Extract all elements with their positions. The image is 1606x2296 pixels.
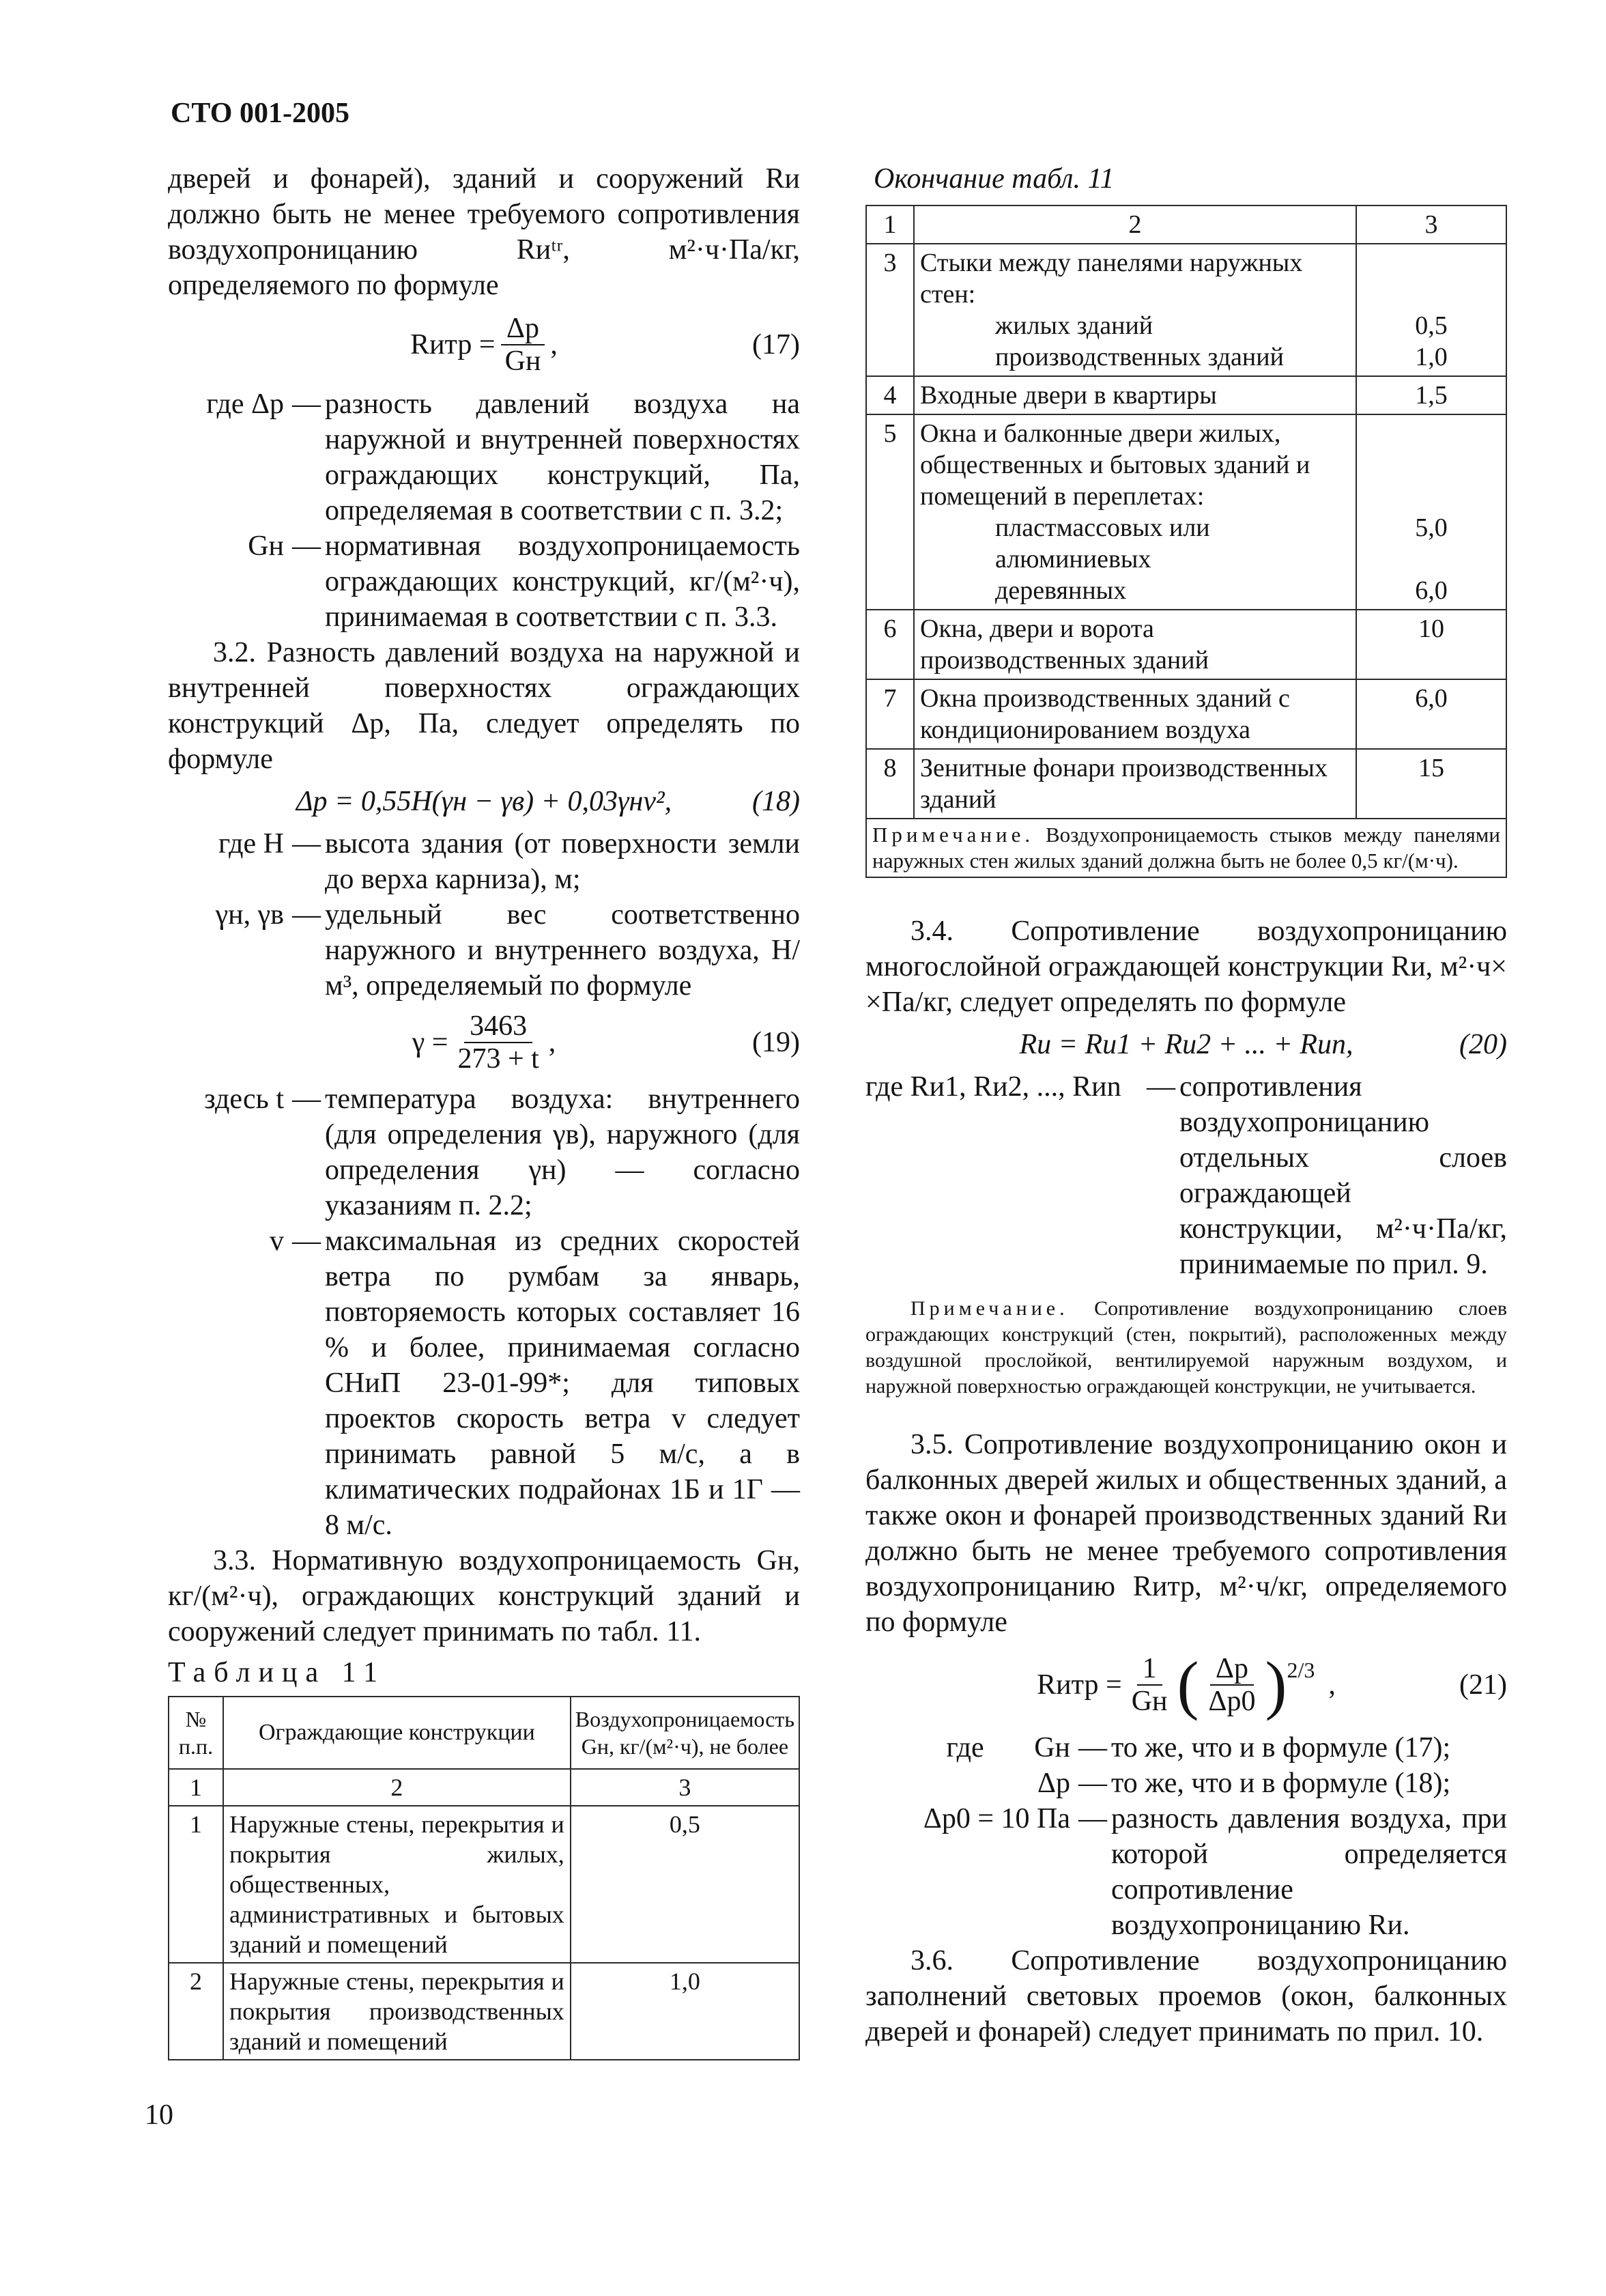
formula-17	[168, 313, 800, 377]
document-header: СТО 001-2005	[171, 98, 349, 129]
row-title: Окна и балконные двери жилых, общественных и бытовых зданий и помещений в переплетах:	[920, 419, 1310, 511]
table-cell-number: 4	[866, 376, 914, 414]
table-row	[866, 376, 1506, 414]
formula-17-number: (17)	[752, 329, 800, 360]
def-desc: то же, что и в формуле (18);	[1111, 1768, 1451, 1799]
def-desc: то же, что и в формуле (17);	[1111, 1732, 1451, 1763]
def-desc: разность давлений воздуха на наружной и внутренней поверхностях ограждающих конструкций, Па, определяемая в соответствии с п. 3.2;	[325, 388, 800, 526]
table-cell-name: Наружные стены, перекрытия и покрытия производственных зданий и помещений	[223, 1963, 571, 2060]
def-desc: высота здания (от поверхности земли до верха карниза), м;	[325, 828, 800, 895]
definitions-20	[865, 1069, 1507, 1282]
formula-21	[865, 1648, 1507, 1721]
table-note	[866, 819, 1506, 877]
def-term: здесь t	[204, 1083, 284, 1115]
table-row	[866, 414, 1506, 610]
paragraph-3-2: 3.2. Разность давлений воздуха на наружной и внутренней поверхностях ограждающих конструкций Δp, Па, следует определять по формуле	[168, 637, 800, 775]
row-title: Стыки между панелями наружных стен:	[920, 249, 1303, 309]
table-cell-value: 1,5	[1356, 376, 1506, 414]
formula-21-den1: Gн	[1131, 1686, 1168, 1717]
intro-paragraph: дверей и фонарей), зданий и сооружений Rи должно быть не менее требуемого сопротивления воздухопроницанию Rиᵗʳ, м²·ч·Па/кг, определяемого по формуле	[168, 163, 800, 301]
def-desc: разность давления воздуха, при которой определяется сопротивление воздухопроницанию Rи.	[1111, 1803, 1507, 1941]
def-desc: удельный вес соответственно наружного и внутреннего воздуха, Н/м³, определяемый по формуле	[325, 899, 800, 1002]
paragraph-3-5: 3.5. Сопротивление воздухопроницанию окон и балконных дверей жилых и общественных зданий, а также окон и фонарей производственных зданий Rи должно быть не менее требуемого сопротивления воздухопроницанию Rитр, м²·ч/кг, определяемого по формуле	[865, 1429, 1507, 1638]
def-dash: —	[292, 1083, 321, 1115]
formula-21-lhs: Rитр =	[1037, 1669, 1122, 1701]
def-desc: нормативная воздухопроницаемость ограждающих конструкций, кг/(м²·ч), принимаемая в соответствии с п. 3.3.	[325, 530, 800, 633]
def-term: где Gн	[946, 1732, 1070, 1763]
paragraph-3-4: 3.4. Сопротивление воздухопроницанию многослойной ограждающей конструкции Rи, м²·ч× ×Па/кг, следует определять по формуле	[865, 916, 1507, 1018]
def-term: Δp	[1037, 1768, 1070, 1799]
note-3-4-text: Сопротивление воздухопроницанию слоев ограждающих конструкций (стен, покрытий), расположенных между воздушной прослойкой, вентилируемой наружным воздухом, и наружной поверхностью ограждающей конструкции, не учитывается.	[865, 1297, 1507, 1398]
table-index-row	[169, 1769, 799, 1806]
table-note-text: Воздухопроницаемость стыков между панелями наружных стен жилых зданий должна быть не более 0,5 кг/(м·ч).	[872, 823, 1500, 873]
table-cell-number: 1	[169, 1806, 223, 1963]
row-sub: жилых зданий	[995, 311, 1153, 340]
table-index-row	[866, 205, 1506, 244]
note-3-4-label: Примечание.	[910, 1297, 1069, 1320]
table-11-continued	[865, 205, 1507, 878]
definitions-21	[865, 1730, 1507, 1943]
formula-21-number: (21)	[1459, 1669, 1507, 1701]
formula-17-num: Δp	[501, 313, 545, 345]
formula-19-number: (19)	[752, 1027, 800, 1058]
table-cell-number: 8	[866, 749, 914, 819]
def-dash: —	[1078, 1803, 1107, 1834]
table-index-cell: 1	[169, 1769, 223, 1806]
formula-17-fraction	[500, 313, 547, 377]
formula-19-tail: ,	[548, 1027, 556, 1058]
table-index-cell: 3	[571, 1769, 799, 1806]
table-cell-value	[1356, 414, 1506, 610]
table-index-cell: 3	[1356, 205, 1506, 244]
formula-20	[865, 1027, 1507, 1062]
formula-19-num: 3463	[464, 1010, 532, 1043]
formula-21-tail: ,	[1328, 1669, 1336, 1701]
table-head-cell: Воздухопроницаемость Gн, кг/(м²·ч), не более	[571, 1697, 799, 1769]
row-sub-value: 6,0	[1415, 576, 1448, 605]
formula-21-fraction-a	[1126, 1653, 1173, 1717]
table-cell-number: 3	[866, 244, 914, 376]
right-column	[865, 161, 1507, 2050]
table-row	[866, 610, 1506, 679]
def-term: где Δp	[206, 388, 284, 420]
definitions-17	[168, 386, 800, 635]
formula-18-text: Δp = 0,55H(γн − γв) + 0,03γнv²,	[296, 786, 672, 817]
def-term: Δp0 = 10 Па	[923, 1803, 1070, 1834]
paragraph-3-3: 3.3. Нормативную воздухопроницаемость Gн, кг/(м²·ч), ограждающих конструкций зданий и сооружений следует принимать по табл. 11.	[168, 1545, 800, 1647]
table-note-row	[866, 819, 1506, 877]
table-cell-number: 2	[169, 1963, 223, 2060]
table-head-cell: № п.п.	[169, 1697, 223, 1769]
formula-21-num2: Δp	[1210, 1653, 1254, 1686]
table-index-cell: 2	[914, 205, 1356, 244]
table-11	[168, 1696, 800, 2060]
definitions-19	[168, 1081, 800, 1543]
def-term: γн, γв	[215, 899, 284, 931]
row-sub-value: 0,5	[1415, 311, 1448, 340]
paragraph-3-6: 3.6. Сопротивление воздухопроницанию заполнений световых проемов (окон, балконных дверей и фонарей) следует принимать по прил. 10.	[865, 1945, 1507, 2047]
table-note-label: Примечание.	[872, 823, 1035, 847]
table-cell-number: 7	[866, 679, 914, 749]
formula-18	[168, 784, 800, 819]
row-sub-value: 5,0	[1415, 513, 1448, 542]
table-row	[866, 749, 1506, 819]
table-cell-value: 15	[1356, 749, 1506, 819]
row-sub: деревянных	[995, 576, 1127, 605]
def-dash: —	[292, 388, 321, 420]
def-term: где H	[218, 828, 284, 860]
def-term: Gн	[248, 530, 284, 562]
def-dash: —	[292, 1225, 321, 1257]
definitions-18	[168, 826, 800, 1004]
table-row	[169, 1806, 799, 1963]
table-row	[866, 679, 1506, 749]
def-desc: температура воздуха: внутреннего (для определения γв), наружного (для определения γн) — согласно указаниям п. 2.2;	[325, 1083, 800, 1221]
left-column	[168, 161, 800, 2060]
def-term: v	[270, 1225, 284, 1257]
formula-20-number: (20)	[1459, 1029, 1507, 1060]
formula-19	[168, 1010, 800, 1075]
def-dash: —	[292, 530, 321, 562]
formula-17-den: Gн	[504, 345, 541, 377]
formula-19-den: 273 + t	[457, 1043, 539, 1075]
formula-21-exponent: 2/3	[1287, 1658, 1315, 1682]
formula-21-num1: 1	[1137, 1653, 1162, 1686]
table-index-cell: 2	[223, 1769, 571, 1806]
formula-20-text: Rи = Rи1 + Rи2 + ... + Rиn,	[1019, 1029, 1353, 1060]
formula-21-paren-close: )	[1265, 1648, 1287, 1721]
row-sub: пластмассовых или алюминиевых	[995, 513, 1210, 573]
table-cell-value: 10	[1356, 610, 1506, 679]
table-cell-name: Зенитные фонари производственных зданий	[914, 749, 1356, 819]
table-index-cell: 1	[866, 205, 914, 244]
def-dash: —	[1078, 1768, 1107, 1799]
table-cell-number: 6	[866, 610, 914, 679]
formula-21-fraction-b	[1203, 1653, 1261, 1717]
formula-17-lhs: Rитр =	[410, 329, 496, 360]
table-cell-value: 1,0	[571, 1963, 799, 2060]
table-cell-name	[914, 414, 1356, 610]
formula-18-number: (18)	[752, 786, 800, 817]
table-cell-name: Окна производственных зданий с кондиционированием воздуха	[914, 679, 1356, 749]
table-cell-name	[914, 244, 1356, 376]
formula-21-den2: Δp0	[1208, 1686, 1256, 1717]
table-head-row	[169, 1697, 799, 1769]
table-11-caption: Таблица 11	[168, 1657, 386, 1688]
note-3-4	[865, 1296, 1507, 1400]
table-11-end-caption: Окончание табл. 11	[874, 163, 1115, 195]
table-row	[866, 244, 1506, 376]
row-sub-value: 1,0	[1415, 343, 1448, 371]
def-dash: —	[292, 828, 321, 860]
def-dash: —	[1078, 1732, 1107, 1763]
formula-19-lhs: γ =	[412, 1027, 448, 1058]
table-row	[169, 1963, 799, 2060]
table-cell-value: 0,5	[571, 1806, 799, 1963]
row-sub: производственных зданий	[995, 343, 1284, 371]
formula-19-fraction	[452, 1010, 544, 1075]
table-cell-number: 5	[866, 414, 914, 610]
table-cell-name: Наружные стены, перекрытия и покрытия жилых, общественных, административных и бытовых зданий и помещений	[223, 1806, 571, 1963]
def-desc: сопротивления воздухопроницанию отдельных слоев ограждающей конструкции, м²·ч·Па/кг, принимаемые по прил. 9.	[1179, 1071, 1507, 1280]
def-dash: —	[1147, 1071, 1175, 1103]
def-term: где Rи1, Rи2, ..., Rиn	[865, 1071, 1121, 1103]
table-cell-value	[1356, 244, 1506, 376]
table-cell-name: Входные двери в квартиры	[914, 376, 1356, 414]
page-number: 10	[145, 2099, 173, 2131]
def-desc: максимальная из средних скоростей ветра по румбам за январь, повторяемость которых составляет 16 % и более, принимаемая согласно СНиП 23-01-99*; для типовых проектов скорость ветра v следует принимать равной 5 м/с, а в климатических подрайонах 1Б и 1Г — 8 м/с.	[325, 1225, 800, 1541]
def-dash: —	[292, 899, 321, 931]
table-cell-name: Окна, двери и ворота производственных зданий	[914, 610, 1356, 679]
table-cell-value: 6,0	[1356, 679, 1506, 749]
formula-21-paren-open: (	[1177, 1648, 1199, 1721]
formula-17-tail: ,	[550, 329, 558, 360]
table-head-cell: Ограждающие конструкции	[223, 1697, 571, 1769]
